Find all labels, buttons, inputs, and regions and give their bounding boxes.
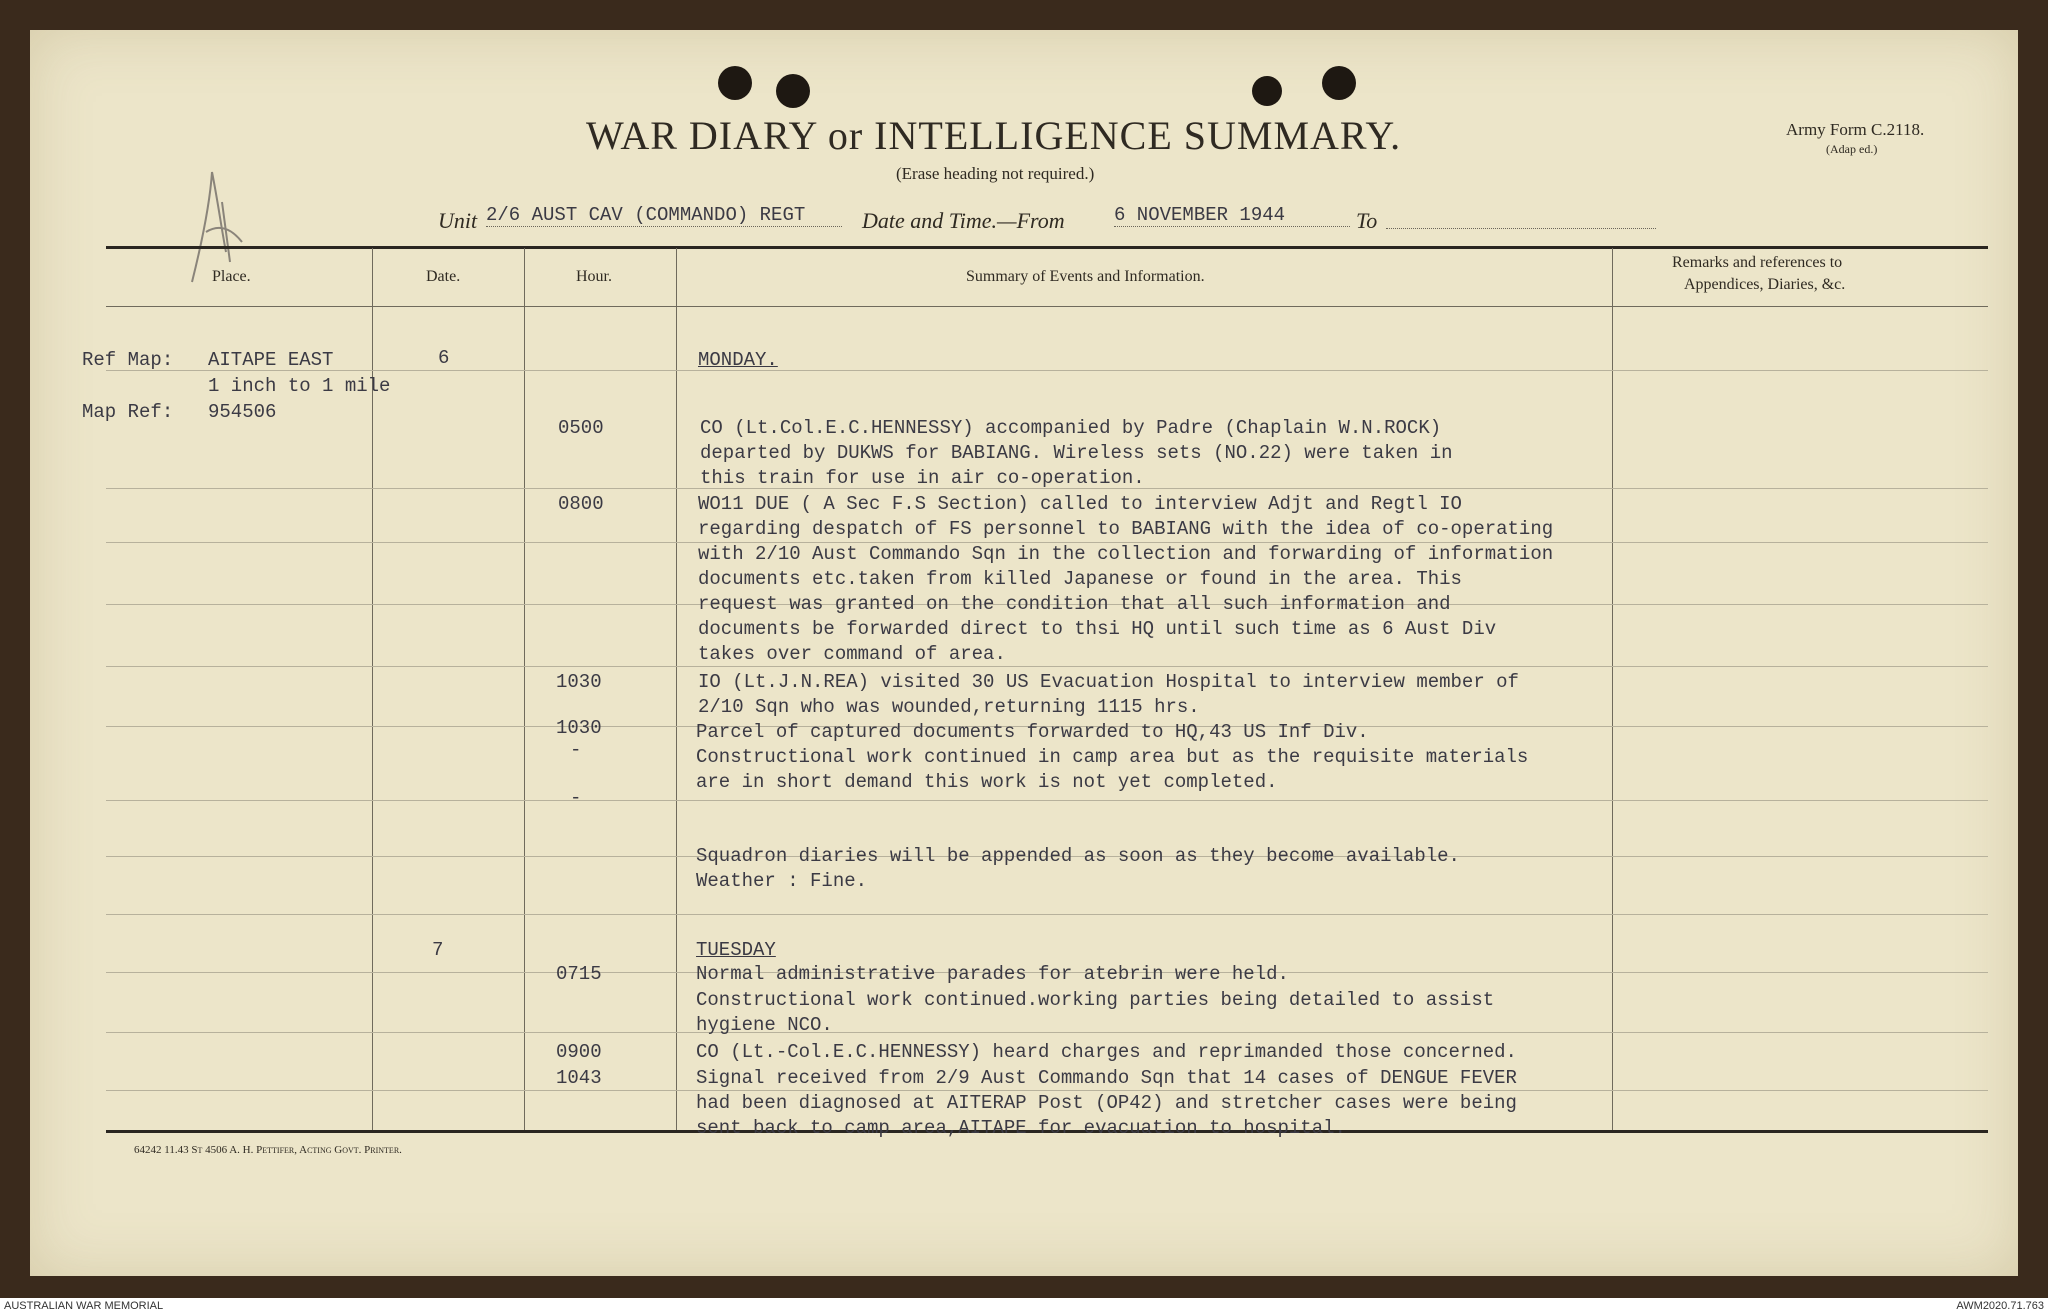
date-entry: 7 bbox=[432, 939, 444, 961]
punch-hole bbox=[718, 66, 752, 100]
col-header-remarks: Appendices, Diaries, &c. bbox=[1684, 276, 1846, 293]
summary-line: documents etc.taken from killed Japanese or found in the area. This bbox=[698, 568, 1462, 590]
col-header-place: Place. bbox=[212, 268, 251, 285]
form-title: WAR DIARY or INTELLIGENCE SUMMARY. bbox=[586, 113, 1402, 158]
hour-entry: 1043 bbox=[556, 1067, 602, 1089]
summary-line: IO (Lt.J.N.REA) visited 30 US Evacuation Hospital to interview member of bbox=[698, 671, 1519, 693]
diary-sheet bbox=[30, 30, 2018, 1276]
summary-line: departed by DUKWS for BABIANG. Wireless sets (NO.22) were taken in bbox=[700, 442, 1453, 464]
col-divider bbox=[1612, 248, 1613, 1130]
summary-line: hygiene NCO. bbox=[696, 1014, 833, 1036]
summary-line: 2/10 Sqn who was wounded,returning 1115 hrs. bbox=[698, 696, 1200, 718]
printer-imprint: 64242 11.43 St 4506 A. H. Pettifer, Acting Govt. Printer. bbox=[134, 1144, 402, 1156]
summary-line: Weather : Fine. bbox=[696, 870, 868, 892]
day-heading: MONDAY. bbox=[698, 349, 778, 371]
archive-name: AUSTRALIAN WAR MEMORIAL bbox=[4, 1300, 164, 1312]
place-ref-map-value: AITAPE EAST bbox=[208, 349, 334, 371]
summary-line: CO (Lt.Col.E.C.HENNESSY) accompanied by Padre (Chaplain W.N.ROCK) bbox=[700, 417, 1442, 439]
col-header-remarks: Remarks and references to bbox=[1672, 254, 1843, 271]
summary-line: takes over command of area. bbox=[698, 643, 1006, 665]
summary-line: regarding despatch of FS personnel to BABIANG with the idea of co-operating bbox=[698, 518, 1554, 540]
punch-hole bbox=[1252, 76, 1282, 106]
date-to-label: To bbox=[1356, 208, 1378, 233]
hour-entry: 0500 bbox=[558, 417, 604, 439]
ruled-line bbox=[106, 800, 1988, 801]
summary-line: had been diagnosed at AITERAP Post (OP42) and stretcher cases were being bbox=[696, 1092, 1517, 1114]
summary-line: sent back to camp area,AITAPE for evacuation to hospital. bbox=[696, 1117, 1346, 1139]
date-from-value: 6 NOVEMBER 1944 bbox=[1114, 204, 1350, 227]
summary-line: with 2/10 Aust Commando Sqn in the collection and forwarding of information bbox=[698, 543, 1554, 565]
hour-entry: 0900 bbox=[556, 1041, 602, 1063]
hour-entry: 0800 bbox=[558, 493, 604, 515]
punch-hole bbox=[776, 74, 810, 108]
hour-entry: 1030 bbox=[556, 717, 602, 739]
table-top-rule bbox=[106, 246, 1988, 249]
day-heading: TUESDAY bbox=[696, 939, 776, 961]
col-divider bbox=[524, 248, 525, 1130]
place-map-ref-value: 954506 bbox=[208, 401, 277, 423]
col-header-summary: Summary of Events and Information. bbox=[966, 268, 1205, 285]
army-form-number: Army Form C.2118. bbox=[1786, 120, 1925, 139]
unit-value: 2/6 AUST CAV (COMMANDO) REGT bbox=[486, 204, 842, 227]
col-header-hour: Hour. bbox=[576, 268, 612, 285]
summary-line: documents be forwarded direct to thsi HQ until such time as 6 Aust Div bbox=[698, 618, 1497, 640]
place-scale: 1 inch to 1 mile bbox=[208, 375, 391, 397]
col-header-date: Date. bbox=[426, 268, 461, 285]
unit-label: Unit bbox=[438, 208, 478, 233]
summary-line: WO11 DUE ( A Sec F.S Section) called to interview Adjt and Regtl IO bbox=[698, 493, 1462, 515]
archive-caption-strip bbox=[0, 1298, 2048, 1316]
hour-entry: - bbox=[570, 787, 582, 809]
hour-entry: 1030 bbox=[556, 671, 602, 693]
ruled-line bbox=[106, 914, 1988, 915]
place-ref-map-label: Ref Map: bbox=[82, 349, 174, 371]
summary-line: Squadron diaries will be appended as soon as they become available. bbox=[696, 845, 1460, 867]
col-divider bbox=[676, 248, 677, 1130]
hour-entry: - bbox=[570, 739, 582, 761]
date-entry: 6 bbox=[438, 347, 450, 369]
summary-line: Signal received from 2/9 Aust Commando Sqn that 14 cases of DENGUE FEVER bbox=[696, 1067, 1517, 1089]
summary-line: Constructional work continued.working parties being detailed to assist bbox=[696, 989, 1495, 1011]
header-underline bbox=[106, 306, 1988, 307]
summary-line: Normal administrative parades for atebrin were held. bbox=[696, 963, 1289, 985]
summary-line: Parcel of captured documents forwarded to HQ,43 US Inf Div. bbox=[696, 721, 1369, 743]
archive-reference: AWM2020.71.763 bbox=[1956, 1300, 2044, 1312]
ruled-line bbox=[106, 666, 1988, 667]
summary-line: this train for use in air co-operation. bbox=[700, 467, 1145, 489]
summary-line: CO (Lt.-Col.E.C.HENNESSY) heard charges and reprimanded those concerned. bbox=[696, 1041, 1517, 1063]
summary-line: are in short demand this work is not yet completed. bbox=[696, 771, 1278, 793]
summary-line: request was granted on the condition that all such information and bbox=[698, 593, 1451, 615]
army-form-adapted: (Adap ed.) bbox=[1826, 142, 1878, 156]
date-time-label: Date and Time.—From bbox=[862, 208, 1065, 233]
ruled-line bbox=[106, 1032, 1988, 1033]
ruled-line bbox=[106, 370, 1988, 371]
hour-entry: 0715 bbox=[556, 963, 602, 985]
form-subtitle: (Erase heading not required.) bbox=[896, 164, 1095, 183]
summary-line: Constructional work continued in camp area but as the requisite materials bbox=[696, 746, 1529, 768]
punch-hole bbox=[1322, 66, 1356, 100]
date-to-value bbox=[1386, 204, 1656, 229]
place-map-ref-label: Map Ref: bbox=[82, 401, 174, 423]
